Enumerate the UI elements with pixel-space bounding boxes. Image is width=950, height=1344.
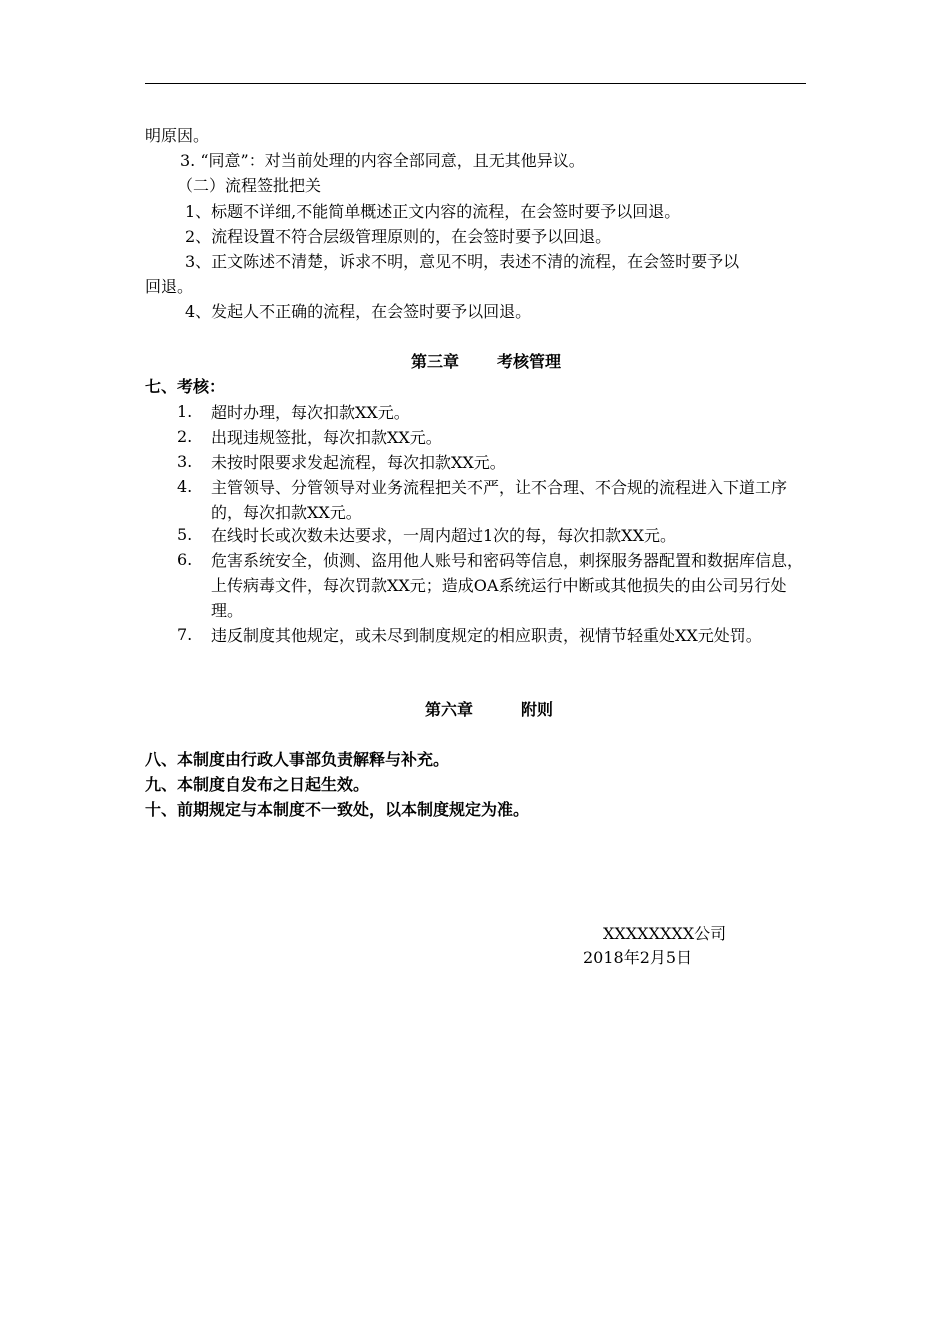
chapter3-label: 第三章 — [411, 352, 460, 371]
list-item: 主管领导、分管领导对业务流程把关不严，让不合理、不合规的流程进入下道工序的，每次扣款XX元。 — [211, 478, 788, 522]
list-item: 违反制度其他规定，或未尽到制度规定的相应职责，视情节轻重处XX元处罚。 — [211, 626, 762, 645]
list-item: 出现违规签批，每次扣款XX元。 — [211, 428, 442, 447]
intro-line: 明原因。 — [145, 126, 210, 145]
list-item-number: 4. — [177, 477, 193, 496]
list-item-number: 6. — [177, 550, 193, 569]
chapter3-title: 考核管理 — [497, 352, 562, 371]
clause-8: 八、本制度由行政人事部负责解释与补充。 — [145, 750, 450, 769]
chapter6-label: 第六章 — [425, 700, 474, 719]
list-item-number: 1. — [177, 402, 193, 421]
intro-line: 3. “同意”：对当前处理的内容全部同意，且无其他异议。 — [180, 151, 585, 170]
list-item-number: 2. — [177, 427, 193, 446]
intro-line: 1、标题不详细,不能简单概述正文内容的流程，在会签时要予以回退。 — [185, 202, 681, 221]
header-rule — [145, 83, 806, 84]
section7-heading: 七、考核： — [145, 377, 226, 396]
list-item: 未按时限要求发起流程，每次扣款XX元。 — [211, 453, 506, 472]
intro-line: （二）流程签批把关 — [177, 176, 322, 195]
intro-line: 3、正文陈述不清楚，诉求不明，意见不明，表述不清的流程，在会签时要予以 — [185, 252, 740, 271]
clause-9: 九、本制度自发布之日起生效。 — [145, 775, 370, 794]
intro-line: 4、发起人不正确的流程，在会签时要予以回退。 — [185, 302, 532, 321]
clause-10: 十、前期规定与本制度不一致处，以本制度规定为准。 — [145, 800, 530, 819]
intro-line: 回退。 — [145, 277, 194, 296]
signature-company: XXXXXXXX公司 — [603, 924, 727, 943]
list-item-number: 3. — [177, 452, 193, 471]
list-item-number: 7. — [177, 625, 193, 644]
intro-line: 2、流程设置不符合层级管理原则的，在会签时要予以回退。 — [185, 227, 612, 246]
signature-date: 2018年2月5日 — [583, 948, 693, 967]
list-item: 在线时长或次数未达要求，一周内超过1次的每，每次扣款XX元。 — [211, 526, 676, 545]
list-item-number: 5. — [177, 525, 193, 544]
list-item: 超时办理，每次扣款XX元。 — [211, 403, 410, 422]
chapter6-title: 附则 — [521, 700, 554, 719]
list-item: 危害系统安全，侦测、盗用他人账号和密码等信息，刺探服务器配置和数据库信息，上传病毒文件，每次罚款XX元；造成OA系统运行中断或其他损失的由公司另行处理。 — [211, 551, 804, 620]
